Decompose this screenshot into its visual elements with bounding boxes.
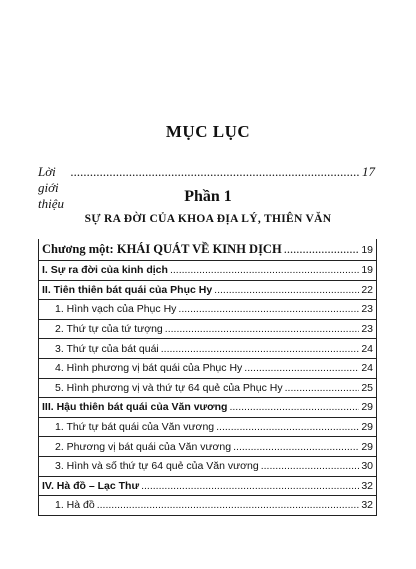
page-title: MỤC LỤC: [165, 122, 251, 141]
toc-table: [38, 239, 377, 516]
toc-row-subsection[interactable]: [39, 418, 376, 438]
toc-leader-dots: [214, 284, 359, 296]
toc-label: 1. Thứ tự bát quái của Văn vương: [55, 421, 215, 434]
toc-leader-dots: [161, 343, 360, 355]
toc-row-section[interactable]: [39, 261, 376, 281]
toc-label: 5. Hình phương vị và thứ tự 64 quẻ của Phục Hy: [55, 381, 283, 394]
toc-label: 4. Hình phương vị bát quái của Phục Hy: [55, 362, 243, 375]
toc-label: II. Tiên thiên bát quái của Phục Hy: [42, 283, 213, 296]
toc-row-section[interactable]: [39, 398, 376, 418]
toc-page: 29: [361, 440, 373, 453]
toc-leader-dots: [178, 303, 359, 315]
toc-leader-dots: [284, 242, 360, 257]
toc-label: 3. Hình và số thứ tự 64 quẻ của Văn vương: [55, 460, 259, 473]
toc-page: 32: [361, 479, 373, 492]
toc-row-subsection[interactable]: [39, 359, 376, 379]
toc-leader-dots: [233, 441, 359, 453]
toc-row-subsection[interactable]: [39, 379, 376, 399]
toc-row-subsection[interactable]: [39, 339, 376, 359]
toc-page: 19: [361, 264, 373, 277]
toc-label: IV. Hà đồ – Lạc Thư: [42, 479, 140, 492]
toc-leader-dots: [141, 480, 359, 492]
toc-leader-dots: [71, 164, 360, 180]
toc-page: 30: [361, 460, 373, 473]
toc-row-chapter[interactable]: [39, 239, 376, 261]
toc-leader-dots: [97, 499, 360, 511]
toc-page: 32: [361, 499, 373, 512]
toc-label: I. Sự ra đời của kinh dịch: [42, 264, 168, 277]
toc-row-subsection[interactable]: [39, 320, 376, 340]
toc-page: 24: [361, 342, 373, 355]
toc-page: 22: [361, 283, 373, 296]
toc-row-subsection[interactable]: [39, 437, 376, 457]
toc-row-subsection[interactable]: [39, 496, 376, 516]
toc-label: III. Hậu thiên bát quái của Văn vương: [42, 401, 228, 414]
toc-leader-dots: [165, 323, 360, 335]
part-subtitle: SỰ RA ĐỜI CỦA KHOA ĐỊA LÝ, THIÊN VĂN: [84, 213, 332, 225]
toc-intro-page: 17: [362, 164, 375, 179]
toc-label: 1. Hà đồ: [55, 499, 95, 512]
toc-page: 29: [361, 421, 373, 434]
toc-label: 2. Phương vị bát quái của Văn vương: [55, 440, 232, 453]
toc-page: 19: [361, 243, 373, 256]
part-title: Phần 1: [184, 188, 232, 205]
toc-label: 2. Thứ tự của tứ tượng: [55, 323, 163, 336]
toc-leader-dots: [229, 401, 359, 413]
toc-page: 23: [361, 303, 373, 316]
toc-page: 25: [361, 381, 373, 394]
toc-row-section[interactable]: [39, 477, 376, 497]
toc-row-section[interactable]: [39, 281, 376, 301]
toc-leader-dots: [285, 382, 360, 394]
toc-label: Chương một: KHÁI QUÁT VỀ KINH DỊCH: [42, 242, 282, 256]
toc-leader-dots: [170, 264, 359, 276]
toc-leader-dots: [244, 362, 359, 374]
toc-row-subsection[interactable]: [39, 457, 376, 477]
toc-leader-dots: [216, 421, 359, 433]
toc-label: 1. Hình vạch của Phục Hy: [55, 303, 177, 316]
toc-page: 29: [361, 401, 373, 414]
toc-page: 24: [361, 362, 373, 375]
toc-label: 3. Thứ tự của bát quái: [55, 342, 159, 355]
toc-leader-dots: [261, 460, 360, 472]
toc-intro-label: Lời giới thiệu: [38, 164, 64, 211]
toc-page: 23: [361, 323, 373, 336]
toc-row-subsection[interactable]: [39, 300, 376, 320]
